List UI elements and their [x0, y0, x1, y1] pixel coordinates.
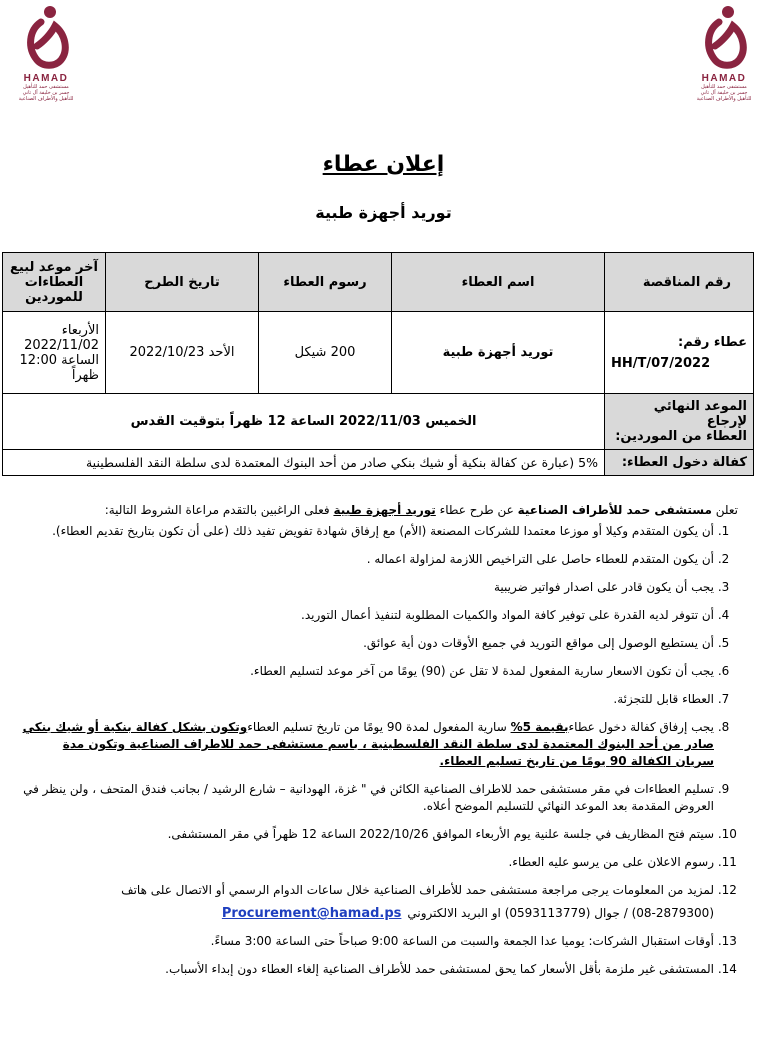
last-sale-line-1: الأربعاء 2022/11/02 [24, 322, 99, 353]
tender-no-value: HH/T/07/2022 [611, 355, 711, 371]
list-item: 4. أن تتوفر لديه القدرة على توفير كافة المواد والكميات المطلوبة لتنفيذ أعمال التوريد. [22, 607, 714, 624]
deadline-label [605, 394, 754, 450]
email-link[interactable]: Procurement@hamad.ps [221, 906, 402, 921]
guarantee-label: كفالة دخول العطاء: [605, 450, 754, 476]
list-item [22, 882, 714, 922]
logo-brand: HAMAD [701, 73, 747, 84]
header-tender-name: اسم العطاء [392, 253, 605, 312]
table-header-row [3, 253, 754, 312]
condition8-bold-1: بقيمة 5% [510, 720, 569, 734]
list-item: 14. المستشفى غير ملزمة بأقل الأسعار كما يحق لمستشفى حمد للأطراف الصناعية إلغاء العطاء دون إبداء الأسباب. [22, 961, 714, 978]
last-sale-line-2: الساعة 12:00 ظهراً [19, 352, 99, 383]
header-last-sale-2: العطاءات للموردين [24, 274, 84, 305]
hamad-emblem-icon [21, 4, 71, 72]
condition8-bold-2: وتكون بشكل كفالة بنكية أو شيك بنكي صادر من أحد البنوك المعتمدة لدى سلطة النقد الفلسطينية ، باسم مستشفى حمد للاطراف الصناعية وتكون مدة سريان الكفالة 90 يومًا من تاريخ تسليم العطاء. [22, 720, 714, 768]
tender-no-label: عطاء رقم: [678, 334, 747, 350]
guarantee-value: 5% (عبارة عن كفالة بنكية أو شيك بنكي صادر من أحد البنوك المعتمدة لدى سلطة النقد الفلسطينية [3, 450, 605, 476]
header-issue-date: تاريخ الطرح [106, 253, 259, 312]
intro-part-1: تعلن [711, 503, 738, 517]
list-item: 10. سيتم فتح المظاريف في جلسة علنية يوم الأربعاء الموافق 2022/10/26 الساعة 12 ظهراً في مقر المستشفى. [22, 826, 714, 843]
hamad-logo-left [14, 4, 78, 116]
cell-tender-name: توريد أجهزة طبية [392, 312, 605, 394]
intro-item: توريد أجهزة طبية [333, 503, 436, 517]
page-subtitle: توريد أجهزة طبية [315, 203, 452, 222]
conditions-list [22, 523, 738, 978]
deadline-label-2: العطاء من الموردين: [615, 429, 747, 444]
header-tender-no: رقم المناقصة [605, 253, 754, 312]
hamad-logo-right [692, 4, 756, 116]
deadline-label-1: الموعد النهائي لإرجاع [653, 399, 747, 429]
cell-last-sale [3, 312, 106, 394]
list-item: 2. أن يكون المتقدم للعطاء حاصل على التراخيص اللازمة لمزاولة اعماله . [22, 551, 714, 568]
condition8-part-1: يجب إرفاق كفالة دخول عطاء [568, 720, 714, 734]
condition8-part-2: سارية المفعول لمدة 90 يومًا من تاريخ تسليم العطاء [247, 720, 511, 734]
guarantee-row [3, 450, 754, 476]
cell-tender-no [605, 312, 754, 394]
list-item: 5. أن يستطيع الوصول إلى مواقع التوريد في جميع الأوقات دون أية عوائق. [22, 635, 714, 652]
list-item: 9. تسليم العطاءات في مقر مستشفى حمد للاطراف الصناعية الكائن في " غزة، الهودانية – شارع الرشيد / بجانب فندق المتحف ، ولن ينظر في العروض المقدمة بعد الموعد النهائي للتسليم الموضح أعلاه. [22, 781, 714, 815]
logo-subtitle-1: مستشفى حمد للتأهيل [23, 84, 69, 90]
header-last-sale-1: آخر موعد لبيع [10, 259, 98, 275]
intro-part-3: فعلى الراغبين بالتقدم مراعاة الشروط التالية: [104, 503, 334, 517]
contact-phones: (08-2879300) / جوال (0593113779) او البريد الالكتروني [407, 906, 714, 920]
logo-subtitle-3: للتأهيل والأطراف الصناعية [18, 96, 74, 102]
tender-table [2, 252, 754, 476]
list-item: 7. العطاء قابل للتجزئة. [22, 691, 714, 708]
deadline-value: الخميس 2022/11/03 الساعة 12 ظهراً بتوقيت القدس [3, 394, 605, 450]
list-item [22, 719, 714, 770]
list-item: 13. أوقات استقبال الشركات: يوميا عدا الجمعة والسبت من الساعة 9:00 صباحاً حتى الساعة 3:00 مساءً. [22, 933, 714, 950]
conditions-section [22, 502, 738, 989]
logo-subtitle-1: مستشفى حمد للتأهيل [701, 84, 747, 90]
contact-line [22, 905, 714, 922]
logo-brand: HAMAD [23, 73, 69, 84]
table-row [3, 312, 754, 394]
deadline-row [3, 394, 754, 450]
list-item: 6. يجب أن تكون الاسعار سارية المفعول لمدة لا تقل عن (90) يومًا من آخر موعد لتسليم العطاء. [22, 663, 714, 680]
list-item: 11. رسوم الاعلان على من يرسو عليه العطاء. [22, 854, 714, 871]
list-item: 1. أن يكون المتقدم وكيلا أو موزعا معتمدا للشركات المصنعة (الأم) مع إرفاق شهادة تفويض تفيد ذلك (على أن تكون بتاريخ تقديم العطاء). [22, 523, 714, 540]
intro-paragraph [22, 502, 738, 519]
logo-subtitle-3: للتأهيل والأطراف الصناعية [696, 96, 752, 102]
logo-subtitle-2: جسر بن خليفة آل ثاني [22, 90, 70, 96]
hamad-emblem-icon [699, 4, 749, 72]
header-fees: رسوم العطاء [259, 253, 392, 312]
list-item: 3. يجب أن يكون قادر على اصدار فواتير ضريبية [22, 579, 714, 596]
header-last-sale [3, 253, 106, 312]
intro-org: مستشفى حمد للأطراف الصناعية [517, 503, 712, 517]
logo-subtitle-2: جسر بن خليفة آل ثاني [700, 90, 748, 96]
condition12-text: لمزيد من المعلومات يرجى مراجعة مستشفى حمد للأطراف الصناعية خلال ساعات الدوام الرسمي أو الاتصال على هاتف [121, 883, 714, 897]
cell-issue-date: الأحد 2022/10/23 [106, 312, 259, 394]
page-title: إعلان عطاء [322, 152, 445, 177]
intro-part-2: عن طرح عطاء [435, 503, 518, 517]
cell-fees: 200 شيكل [259, 312, 392, 394]
